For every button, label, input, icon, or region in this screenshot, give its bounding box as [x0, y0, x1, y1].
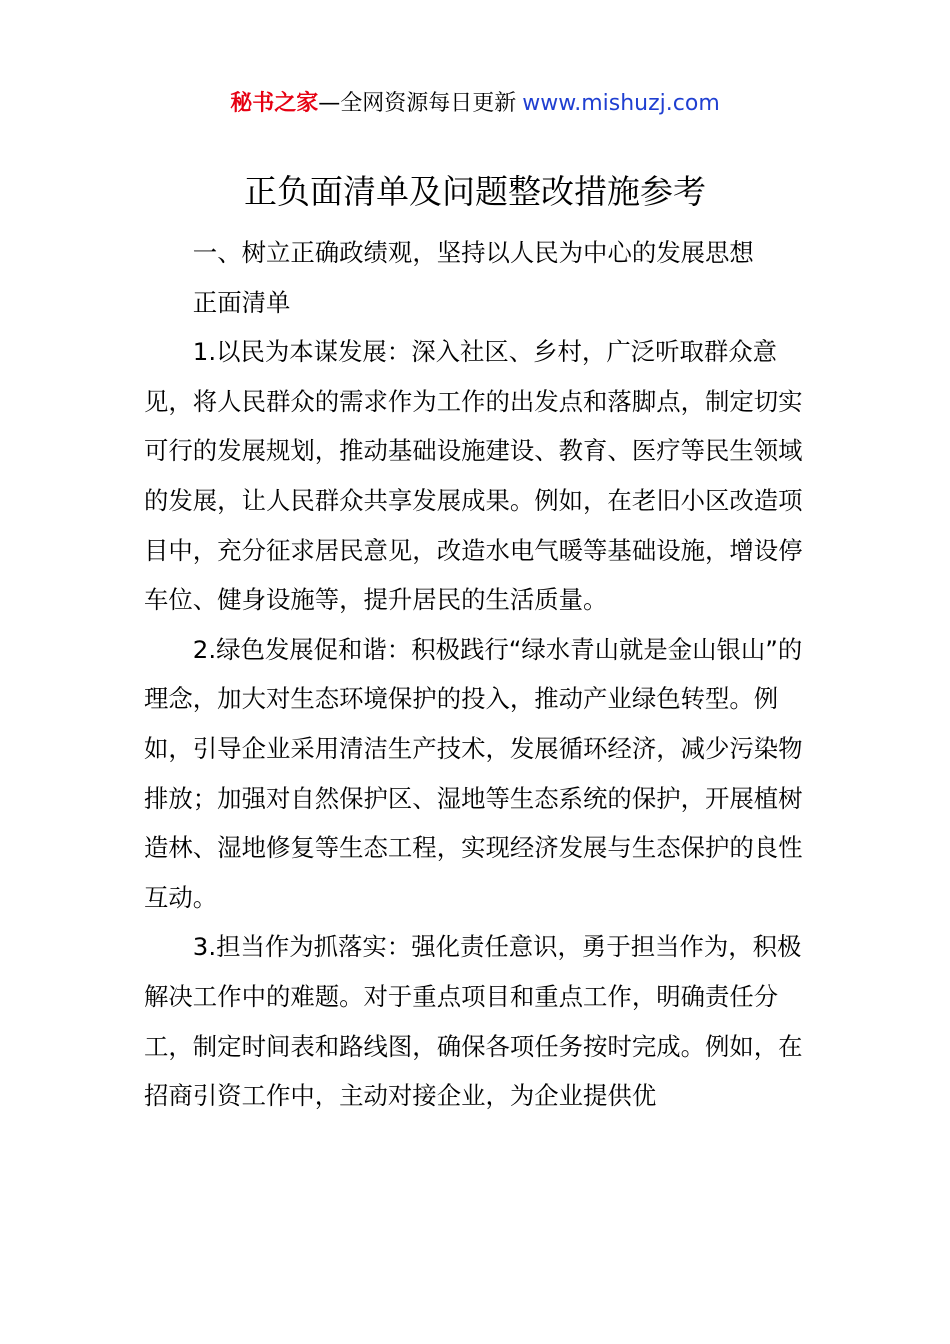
document-title: 正负面清单及问题整改措施参考 — [244, 172, 706, 211]
site-brand: 秘书之家 — [230, 91, 319, 116]
paragraph: 1.以民为本谋发展：深入社区、乡村，广泛听取群众意见，将人民群众的需求作为工作的出发点和落脚点，制定切实可行的发展规划，推动基础设施建设、教育、医疗等民生领域的发展，让人民群众共享发展成果。例如，在老旧小区改造项目中，充分征求居民意见，改造水电气暖等基础设施，增设停车位、健身设施等，提升居民的生活质量。 — [144, 337, 803, 615]
site-tagline: —全网资源每日更新 — [318, 91, 517, 116]
site-url-link[interactable]: www.mishuzj.com — [522, 91, 720, 116]
paragraph: 2.绿色发展促和谐：积极践行“绿水青山就是金山银山”的理念，加大对生态环境保护的投入，推动产业绿色转型。例如，引导企业采用清洁生产技术，发展循环经济，减少污染物排放；加强对自然保护区、湿地等生态系统的保护，开展植树造林、湿地修复等生态工程，实现经济发展与生态保护的良性互动。 — [144, 634, 803, 912]
site-header — [0, 86, 950, 122]
document-body — [144, 228, 808, 1121]
section-heading: 一、树立正确政绩观，坚持以人民为中心的发展思想 — [192, 238, 754, 267]
subheading: 正面清单 — [192, 287, 291, 317]
paragraph: 3.担当作为抓落实：强化责任意识，勇于担当作为，积极解决工作中的难题。对于重点项目和重点工作，明确责任分工，制定时间表和路线图，确保各项任务按时完成。例如，在招商引资工作中，主动对接企业，为企业提供优 — [144, 932, 803, 1111]
